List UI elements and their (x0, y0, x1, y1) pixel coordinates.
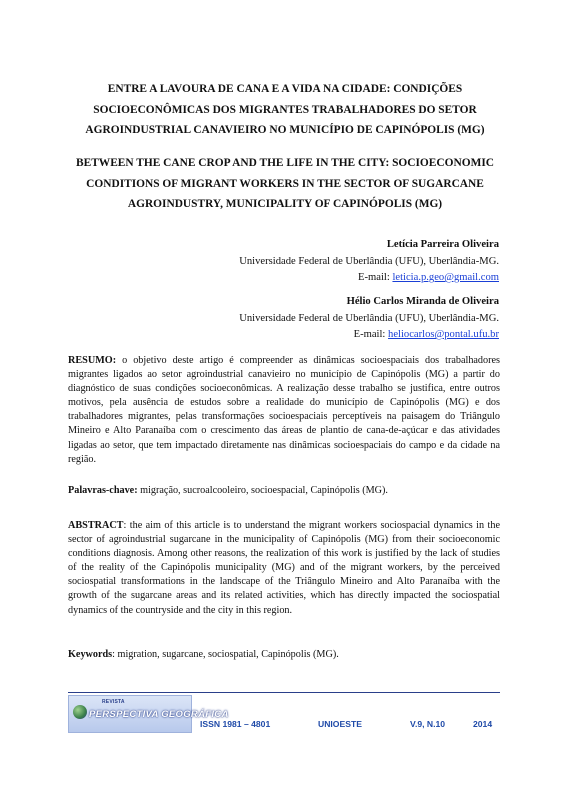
author-name: Letícia Parreira Oliveira (386, 239, 499, 250)
resumo-text: o objetivo deste artigo é compreender as dinâmicas socioespaciais dos trabalhadores migrantes ligados ao setor agroindustrial canavieiro no município de Capinópolis (MG) a partir do diagnóstico de suas condições socioeconômicas. A realização desse trabalho se justifica, entre outros motivos, pela ausência de estudos sobre a realidade do município de Capinópolis (MG) e dos trabalhadores migrantes, pelas transformações socioespaciais perceptíveis na paisagem do Triângulo Mineiro e Alto Paranaíba com o crescimento das áreas de plantio de cana-de-açúcar e das atividades ligadas ao setor, que tem impactado diretamente nas dinâmicas socioespaciais do campo e da cidade na região. (68, 355, 500, 465)
volume-number: V.9, N.10 (410, 719, 446, 729)
abstract-text: : the aim of this article is to understand the migrant workers sociospacial dynamics in the sector of agroindustrial sugarcane in the municipality of Capinópolis (MG) from their socioeconomic conditions diagnosis. Among other reasons, the realization of this work is justified by the lack of studies of the reality of the Capinópolis municipality (MG) and of the migrant workers, by the perceived sociospatial transformations in the landscape of the Triângulo Mineiro and Alto Paranaíba with the growth of the sugarcane areas and its related activities, which has directly impacted the sociospatial dynamics of the countryside and the city in this region. (68, 520, 500, 616)
journal-footer (68, 692, 500, 737)
author-email-link[interactable]: heliocarlos@pontal.ufu.br (388, 329, 499, 340)
keywords-label: Keywords (68, 649, 113, 660)
globe-icon (73, 705, 87, 719)
title-en-line-2: CONDITIONS OF MIGRANT WORKERS IN THE SECTOR OF SUGARCANE (86, 177, 484, 190)
keywords-text: : migration, sugarcane, sociospatial, Capinópolis (MG). (112, 649, 339, 660)
resumo-label: RESUMO: (68, 355, 117, 366)
title-pt-line-2: SOCIOECONÔMICAS DOS MIGRANTES TRABALHADORES DO SETOR (93, 103, 477, 116)
author-block-1 (239, 237, 499, 287)
email-label: E-mail: (353, 329, 386, 340)
year: 2014 (473, 719, 493, 729)
palavras-chave-paragraph (68, 484, 500, 498)
palavras-chave-text: migração, sucroalcooleiro, socioespacial, Capinópolis (MG). (140, 485, 388, 496)
issn: ISSN 1981 – 4801 (200, 719, 271, 729)
author-affiliation: Universidade Federal de Uberlândia (UFU), Uberlândia-MG. (239, 312, 499, 324)
title-pt-line-1: ENTRE A LAVOURA DE CANA E A VIDA NA CIDADE: CONDIÇÕES (107, 83, 463, 95)
title-en-line-3: AGROINDUSTRY, MUNICIPALITY OF CAPINÓPOLIS (MG) (127, 198, 443, 210)
abstract-label: ABSTRACT (68, 520, 124, 531)
university: UNIOESTE (318, 719, 362, 729)
author-email-row (239, 270, 499, 287)
title-english (70, 153, 500, 215)
title-portuguese (70, 79, 500, 141)
author-affiliation: Universidade Federal de Uberlândia (UFU), Uberlândia-MG. (239, 255, 499, 267)
email-label: E-mail: (358, 272, 390, 283)
author-block-2 (239, 294, 499, 344)
resumo-paragraph (68, 354, 500, 467)
keywords-paragraph (68, 648, 500, 662)
logo-caption: REVISTA (102, 699, 125, 705)
title-pt-line-3: AGROINDUSTRIAL CANAVIEIRO NO MUNICÍPIO DE CAPINÓPOLIS (MG) (85, 124, 485, 136)
author-email-link[interactable]: leticia.p.geo@gmail.com (392, 272, 499, 283)
author-name: Hélio Carlos Miranda de Oliveira (346, 296, 499, 307)
journal-logo (68, 695, 229, 733)
author-email-row (239, 327, 499, 344)
abstract-paragraph (68, 519, 500, 618)
logo-title: PERSPECTIVA GEOGRÁFICA (89, 709, 229, 720)
title-en-line-1: BETWEEN THE CANE CROP AND THE LIFE IN THE CITY: SOCIOECONOMIC (76, 157, 494, 169)
palavras-chave-label: Palavras-chave: (68, 485, 138, 496)
